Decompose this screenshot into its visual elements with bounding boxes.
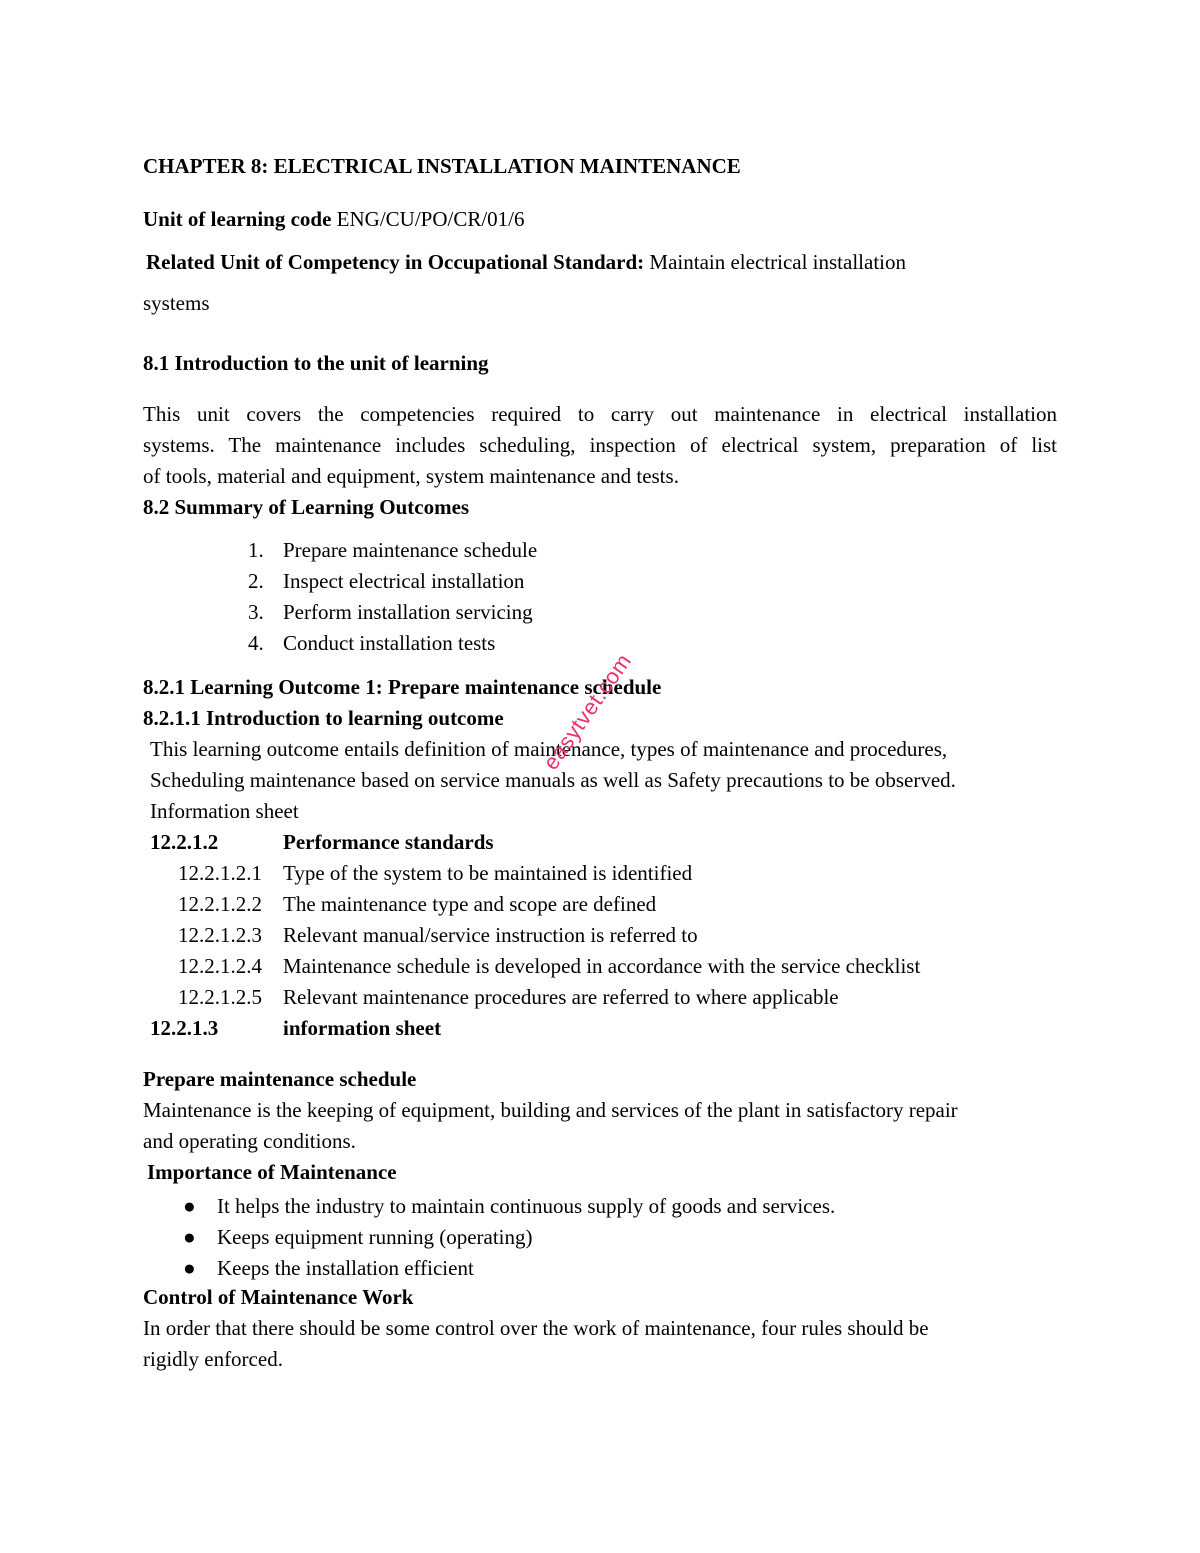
unit-code-label: Unit of learning code (143, 207, 332, 231)
info-sheet-title: information sheet (283, 1016, 442, 1040)
related-unit-value: Maintain electrical installation (649, 250, 906, 274)
intro-line: Information sheet (150, 799, 299, 823)
performance-title: Performance standards (283, 830, 494, 854)
bullet-icon: ● (183, 1225, 196, 1249)
importance-bullet: Keeps equipment running (operating) (217, 1225, 533, 1249)
outcome-item: Perform installation servicing (283, 600, 533, 624)
performance-item: Maintenance schedule is developed in accordance with the service checklist (283, 954, 921, 978)
intro-line: This learning outcome entails definition of maintenance, types of maintenance and procedures, (150, 737, 948, 761)
performance-number: 12.2.1.2 (150, 830, 219, 854)
unit-code-line (143, 207, 525, 232)
outcome-number: 1. (248, 538, 264, 562)
prepare-schedule-para-line: Maintenance is the keeping of equipment, building and services of the plant in satisfactory repair (143, 1098, 958, 1122)
section-8-1-heading: 8.1 Introduction to the unit of learning (143, 351, 489, 375)
related-unit-label: Related Unit of Competency in Occupational Standard: (146, 250, 645, 274)
outcome-item: Conduct installation tests (283, 631, 496, 655)
performance-item: Relevant manual/service instruction is referred to (283, 923, 698, 947)
bullet-icon: ● (183, 1256, 196, 1280)
outcome-number: 3. (248, 600, 264, 624)
performance-item: Relevant maintenance procedures are referred to where applicable (283, 985, 839, 1009)
section-8-2-1-1-heading: 8.2.1.1 Introduction to learning outcome (143, 706, 504, 730)
prepare-schedule-para-line: and operating conditions. (143, 1129, 356, 1153)
unit-code-value: ENG/CU/PO/CR/01/6 (336, 207, 525, 231)
section-8-1-para-line: systems. The maintenance includes scheduling, inspection of electrical system, preparation of list (143, 433, 1057, 457)
related-unit-line (146, 250, 906, 275)
section-8-1-para-line: of tools, material and equipment, system maintenance and tests. (143, 464, 679, 488)
outcome-item: Prepare maintenance schedule (283, 538, 538, 562)
importance-bullet: Keeps the installation efficient (217, 1256, 474, 1280)
control-para-line: In order that there should be some control over the work of maintenance, four rules should be (143, 1316, 929, 1340)
intro-line: Scheduling maintenance based on service manuals as well as Safety precautions to be observed. (150, 768, 956, 792)
performance-item-number: 12.2.1.2.2 (178, 892, 262, 916)
related-unit-value-cont: systems (143, 291, 210, 315)
watermark: easytvet.com (538, 648, 637, 775)
outcome-number: 4. (248, 631, 264, 655)
importance-heading: Importance of Maintenance (147, 1160, 397, 1184)
control-para-line: rigidly enforced. (143, 1347, 283, 1371)
prepare-schedule-heading: Prepare maintenance schedule (143, 1067, 417, 1091)
chapter-title: CHAPTER 8: ELECTRICAL INSTALLATION MAINTENANCE (143, 154, 741, 178)
performance-item-number: 12.2.1.2.3 (178, 923, 262, 947)
performance-item-number: 12.2.1.2.4 (178, 954, 262, 978)
bullet-icon: ● (183, 1194, 196, 1218)
section-8-2-heading: 8.2 Summary of Learning Outcomes (143, 495, 470, 519)
performance-item: Type of the system to be maintained is identified (283, 861, 693, 885)
outcome-number: 2. (248, 569, 264, 593)
section-8-2-1-heading: 8.2.1 Learning Outcome 1: Prepare maintenance schedule (143, 675, 662, 699)
performance-item-number: 12.2.1.2.1 (178, 861, 262, 885)
performance-item-number: 12.2.1.2.5 (178, 985, 262, 1009)
performance-item: The maintenance type and scope are defined (283, 892, 657, 916)
control-heading: Control of Maintenance Work (143, 1285, 414, 1309)
info-sheet-number: 12.2.1.3 (150, 1016, 219, 1040)
outcome-item: Inspect electrical installation (283, 569, 525, 593)
section-8-1-para-line: This unit covers the competencies required to carry out maintenance in electrical installation (143, 402, 1057, 426)
importance-bullet: It helps the industry to maintain continuous supply of goods and services. (217, 1194, 836, 1218)
